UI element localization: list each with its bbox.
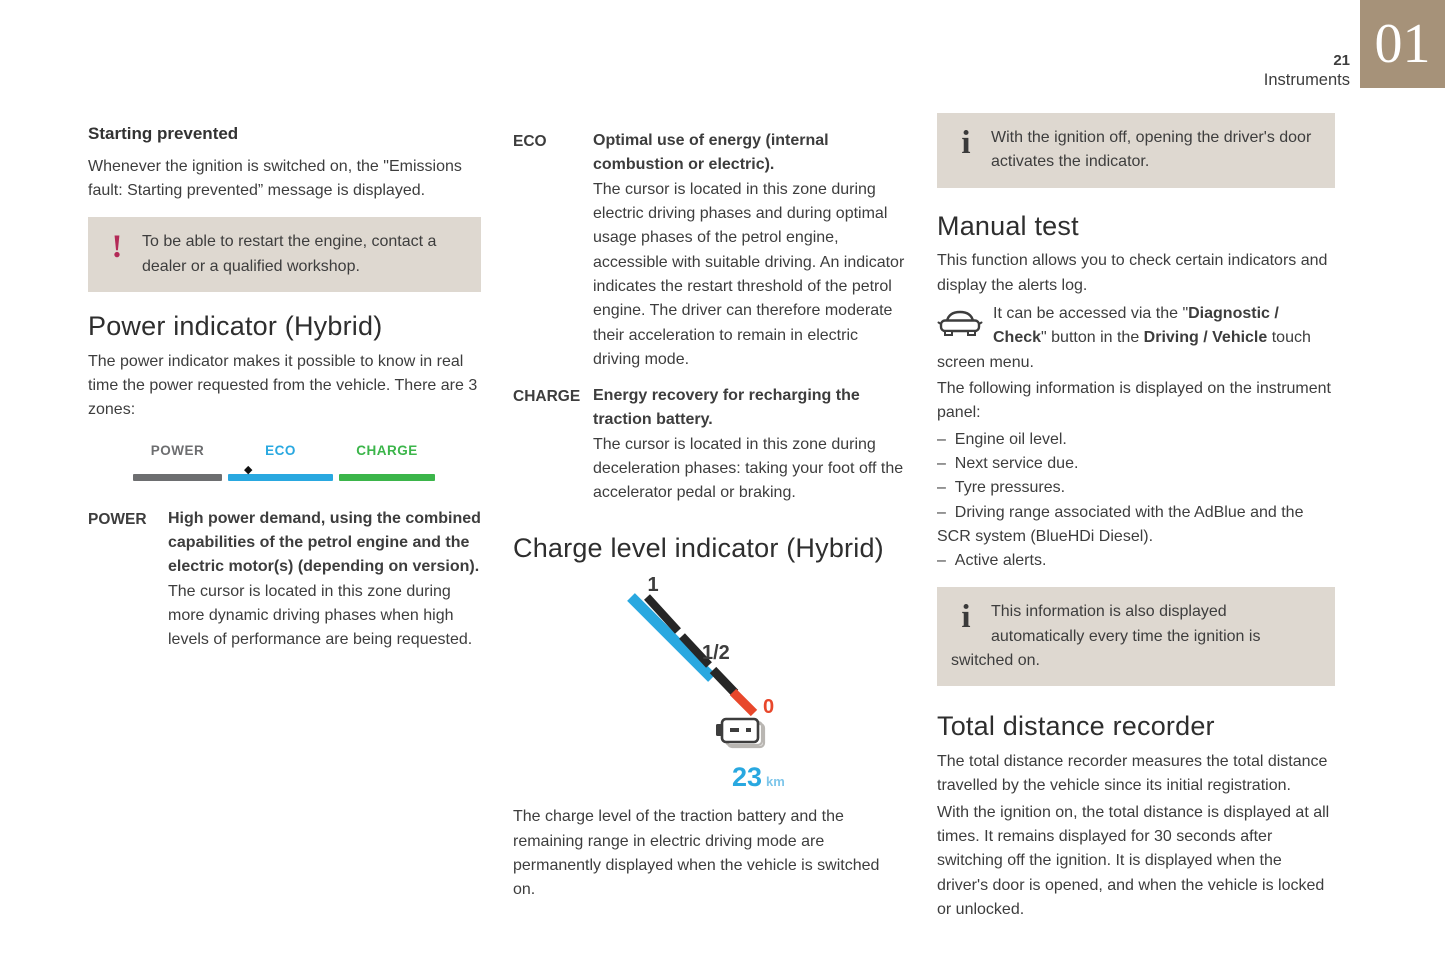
info-icon: i <box>961 599 971 636</box>
zone-power-bar <box>133 474 222 481</box>
cursor-diamond-icon: ◆ <box>244 463 253 476</box>
power-term-lead: High power demand, using the combined capabilities of the petrol engine and the electric motor(s) (depending on version). <box>168 509 481 576</box>
charge-term: CHARGE <box>513 388 581 406</box>
range-unit: km <box>766 774 785 790</box>
power-term-text: The cursor is located in this zone during more dynamic driving phases when high levels of performance are being requested. <box>168 582 473 649</box>
section-title: Instruments <box>1263 71 1350 89</box>
range-value: 23 <box>732 762 763 793</box>
access-text-3: touch screen menu. <box>937 329 1311 371</box>
info-box-1 <box>937 113 1335 188</box>
charge-term-text: The cursor is located in this zone during deceleration phases: taking your foot off the accelerator pedal or braking. <box>593 435 904 502</box>
chapter-badge <box>1360 0 1445 88</box>
zone-charge-bar <box>339 474 435 481</box>
access-bold-2: Driving / Vehicle <box>1143 329 1268 347</box>
starting-prevented-body: Whenever the ignition is switched on, the "Emissions fault: Starting prevented” message is displayed. <box>88 157 462 200</box>
power-term-row <box>88 507 481 653</box>
warning-text: To be able to restart the engine, contact a dealer or a qualified workshop. <box>142 233 437 275</box>
eco-term-lead: Optimal use of energy (internal combustion or electric). <box>593 132 829 174</box>
info-box-2-text: This information is also displayed automatically every time the ignition is switched on. <box>951 603 1261 670</box>
chapter-number: 01 <box>1374 13 1431 75</box>
zone-charge-label: CHARGE <box>356 442 418 458</box>
battery-icon <box>716 719 764 747</box>
charge-level-title: Charge level indicator (Hybrid) <box>513 532 884 563</box>
list-item: – Tyre pressures. <box>937 476 1335 500</box>
power-term-definition <box>168 507 481 653</box>
zone-charge <box>339 441 435 482</box>
eco-term-row <box>513 129 905 372</box>
info-box-1-text: With the ignition off, opening the driver's door activates the indicator. <box>991 129 1312 171</box>
total-distance-body-1: The total distance recorder measures the total distance travelled by the vehicle since its initial registration. <box>937 753 1328 795</box>
access-text-2: " button in the <box>1041 329 1144 347</box>
manual-test-title: Manual test <box>937 210 1079 241</box>
access-bold-1: Diagnostic / Check <box>993 305 1279 347</box>
charge-level-body: The charge level of the traction battery and the remaining range in electric driving mode are permanently displayed when the vehicle is switched on. <box>513 808 880 899</box>
eco-term-definition <box>593 129 905 372</box>
zone-power-label: POWER <box>150 442 205 458</box>
power-indicator-diagram <box>133 441 435 485</box>
power-term: POWER <box>88 510 147 528</box>
list-item: – Driving range associated with the AdBlue and the SCR system (BlueHDi Diesel). <box>937 501 1335 550</box>
total-distance-title: Total distance recorder <box>937 711 1215 742</box>
manual-test-intro: This function allows you to check certain indicators and display the alerts log. <box>937 252 1328 294</box>
power-indicator-title: Power indicator (Hybrid) <box>88 311 383 342</box>
gauge-label-full: 1 <box>647 574 659 597</box>
power-indicator-body: The power indicator makes it possible to know in real time the power requested from the vehicle. There are 3 zones: <box>88 352 478 419</box>
column-left <box>88 113 481 653</box>
list-item: – Next service due. <box>937 452 1335 476</box>
warning-icon: ! <box>111 229 123 266</box>
page-number: 21 <box>1333 52 1350 69</box>
gauge-charge-bar <box>631 597 712 678</box>
total-distance-body-2: With the ignition on, the total distance is displayed at all times. It remains displayed for 30 seconds after switching off the ignition. It is displayed when the driver's door is opened, and when the vehicle is locked or unlocked. <box>937 803 1330 918</box>
charge-level-gauge <box>575 573 825 801</box>
zone-eco-label: ECO <box>265 442 296 458</box>
starting-prevented-title: Starting prevented <box>88 124 239 143</box>
car-icon <box>937 306 983 338</box>
manual-test-access <box>937 302 1335 375</box>
gauge-scale-segment <box>713 670 735 693</box>
gauge-reserve-segment <box>733 692 754 713</box>
list-item: – Engine oil level. <box>937 428 1335 452</box>
eco-term: ECO <box>513 133 547 150</box>
list-item: – Active alerts. <box>937 549 1335 573</box>
info-icon: i <box>961 125 971 161</box>
zone-power <box>133 441 222 482</box>
charge-term-definition <box>593 384 905 506</box>
panel-list <box>937 428 1335 574</box>
power-diagram-zones <box>133 441 435 482</box>
gauge-label-half: 1/2 <box>702 642 730 665</box>
charge-gauge-graphic <box>575 573 825 801</box>
column-right <box>937 113 1335 924</box>
gauge-label-empty: 0 <box>763 696 775 719</box>
warning-box <box>88 217 481 292</box>
access-text-1: It can be accessed via the " <box>993 305 1189 322</box>
eco-term-text: The cursor is located in this zone during electric driving phases and during optimal usage phases of the petrol engine, accessible with suitable driving. An indicator indicates the restart threshold of the petrol engine. The driver can therefore moderate their acceleration to remain in electric driving mode. <box>593 180 905 368</box>
charge-term-row <box>513 384 905 506</box>
info-box-2 <box>937 587 1335 686</box>
panel-intro: The following information is displayed on the instrument panel: <box>937 379 1331 422</box>
charge-term-lead: Energy recovery for recharging the traction battery. <box>593 387 860 429</box>
column-middle <box>513 113 905 905</box>
